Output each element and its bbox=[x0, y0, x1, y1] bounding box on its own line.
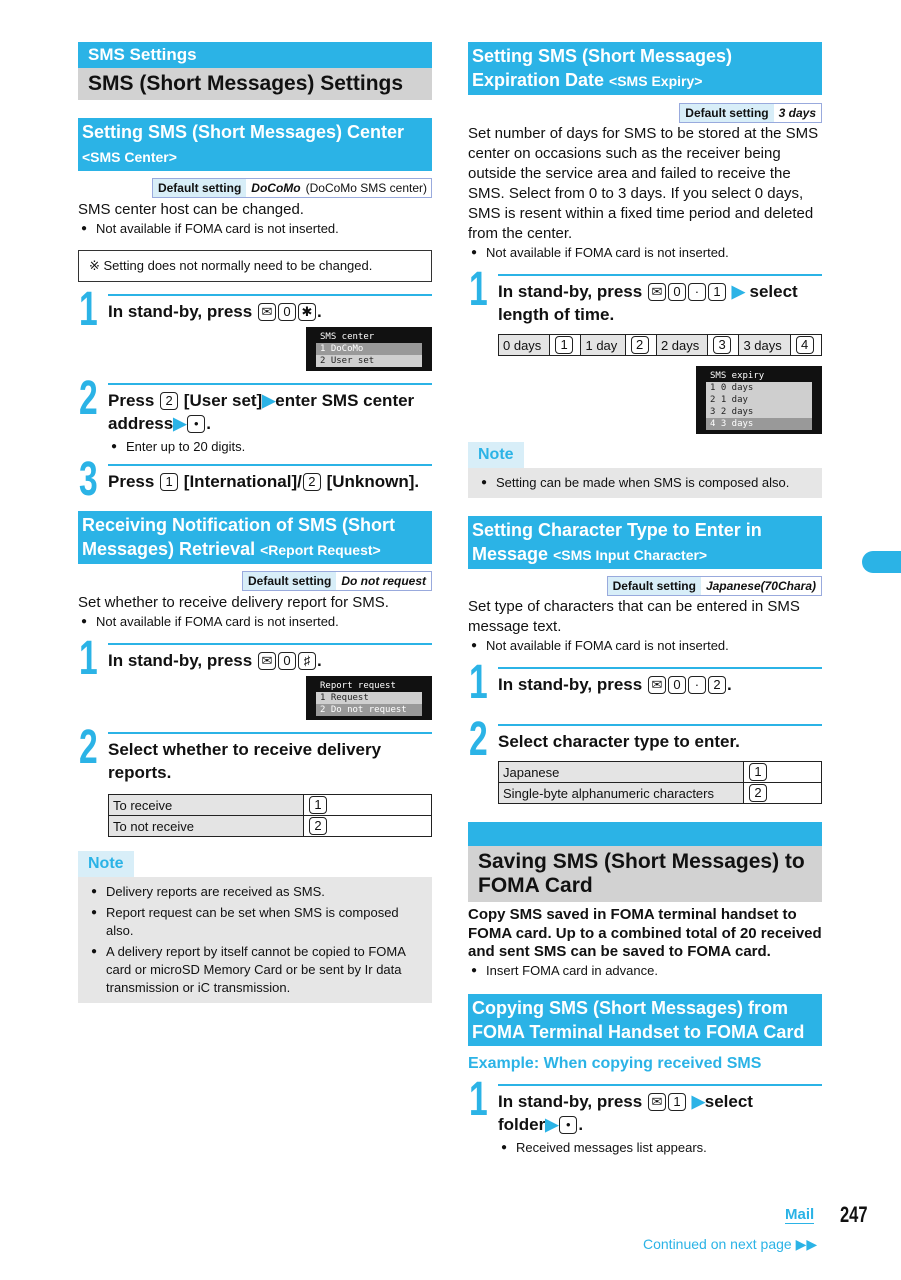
option-label: Japanese bbox=[499, 762, 744, 783]
key: 1 bbox=[555, 336, 573, 354]
default-value: 3 days bbox=[778, 106, 816, 120]
bullet: ● Received messages list appears. bbox=[498, 1139, 822, 1157]
bullet: ● Not available if FOMA card is not inserted. bbox=[78, 613, 432, 631]
description: Set number of days for SMS to be stored at the SMS center on occasions such as the receiver being outside the service area and failed to receive the SMS. Select from 0 to 3 days. If you select 0 days, SMS is resent within a fixed time period and deleted from the center. bbox=[468, 125, 819, 242]
step-number: 2 bbox=[469, 713, 488, 766]
step-number: 3 bbox=[79, 453, 98, 506]
option-label: Single-byte alphanumeric characters bbox=[499, 783, 744, 804]
continued-link[interactable]: Continued on next page ▶▶ bbox=[643, 1236, 818, 1252]
option-label: 3 days bbox=[739, 335, 790, 356]
step-text: Select character type to enter. bbox=[498, 732, 740, 751]
note-box bbox=[78, 877, 432, 1003]
key: 2 bbox=[749, 784, 767, 802]
heading-tag: <SMS Expiry> bbox=[609, 73, 703, 89]
step-3 bbox=[79, 453, 432, 506]
description: Set whether to receive delivery report for SMS. bbox=[78, 594, 389, 611]
heading-text: Setting Character Type to Enter in Message bbox=[472, 520, 762, 564]
example-heading: Example: When copying received SMS bbox=[468, 1054, 762, 1072]
default-extra: (DoCoMo SMS center) bbox=[305, 181, 427, 195]
option-label: To receive bbox=[109, 795, 304, 816]
page-title: SMS (Short Messages) Settings bbox=[78, 68, 432, 100]
description: SMS center host can be changed. bbox=[78, 201, 304, 218]
heading-report-request bbox=[78, 511, 432, 564]
page-number: 247 bbox=[840, 1202, 868, 1227]
key: 2 bbox=[309, 817, 327, 835]
step-number: 1 bbox=[469, 656, 488, 709]
step-2 bbox=[469, 713, 822, 804]
options-table bbox=[498, 761, 822, 804]
section-bar bbox=[468, 822, 822, 846]
chapter-label: Mail bbox=[785, 1206, 815, 1223]
step-text: In stand-by, press ✉ 0 · 2 . bbox=[498, 675, 732, 694]
note-heading: Note bbox=[78, 851, 134, 877]
options-table bbox=[108, 794, 432, 837]
default-setting bbox=[242, 571, 432, 591]
key: 1 bbox=[309, 796, 327, 814]
step-text: Select whether to receive delivery reports. bbox=[108, 740, 382, 782]
section-label: SMS Settings bbox=[78, 42, 432, 68]
step-number: 2 bbox=[79, 721, 98, 774]
heading-text: Setting SMS (Short Messages) Center bbox=[82, 122, 405, 142]
note-item: ● A delivery report by itself cannot be copied to FOMA card or microSD Memory Card or be sent by Ir data transmission or iC transmission. bbox=[88, 943, 428, 997]
info-box: ※ Setting does not normally need to be changed. bbox=[78, 250, 432, 282]
note-item: ● Delivery reports are received as SMS. bbox=[88, 883, 428, 901]
bullet: ● Insert FOMA card in advance. bbox=[468, 962, 822, 980]
phone-screen: Report request 1 Request 2 Do not request bbox=[306, 676, 432, 720]
default-label: Default setting bbox=[153, 179, 246, 197]
bullet: ● Not available if FOMA card is not inserted. bbox=[468, 637, 822, 655]
note-heading: Note bbox=[468, 442, 524, 468]
option-label: 1 day bbox=[581, 335, 625, 356]
step-number: 1 bbox=[79, 283, 98, 336]
options-table bbox=[498, 334, 822, 356]
step-text: In stand-by, press ✉ 0 ✱ . bbox=[108, 302, 322, 321]
default-label: Default setting bbox=[608, 577, 701, 595]
phone-screen: SMS expiry 1 0 days 2 1 day 3 2 days 4 3 days bbox=[696, 366, 822, 434]
step-number: 1 bbox=[469, 263, 488, 316]
step-text: Press 2 [User set]▶enter SMS center address▶ • . bbox=[108, 391, 415, 433]
step-2 bbox=[79, 372, 432, 456]
heading-input-character bbox=[468, 516, 822, 569]
default-value: Do not request bbox=[341, 574, 426, 588]
default-value: Japanese(70Chara) bbox=[705, 579, 816, 593]
step-number: 2 bbox=[79, 372, 98, 425]
step-number: 1 bbox=[79, 632, 98, 685]
key: 4 bbox=[796, 336, 814, 354]
step-1 bbox=[79, 632, 432, 685]
heading-tag: <SMS Center> bbox=[82, 149, 177, 165]
section-title: Saving SMS (Short Messages) to FOMA Card bbox=[468, 846, 822, 902]
option-label: 2 days bbox=[656, 335, 707, 356]
heading-text: Setting SMS (Short Messages) Expiration Date bbox=[472, 46, 733, 90]
default-setting bbox=[679, 103, 822, 123]
step-text: In stand-by, press ✉ 1 ▶select folder▶ • . bbox=[498, 1091, 753, 1134]
step-text: In stand-by, press ✉ 0 ♯ . bbox=[108, 651, 322, 670]
step-1 bbox=[469, 656, 822, 709]
step-2 bbox=[79, 721, 432, 837]
option-label: 0 days bbox=[499, 335, 550, 356]
option-label: To not receive bbox=[109, 816, 304, 837]
heading-sms-expiry bbox=[468, 42, 822, 95]
default-label: Default setting bbox=[243, 572, 336, 590]
note-item: ● Report request can be set when SMS is composed also. bbox=[88, 904, 428, 940]
default-label: Default setting bbox=[680, 104, 773, 122]
chapter-tab bbox=[862, 551, 901, 573]
phone-screen: SMS center 1 DoCoMo 2 User set bbox=[306, 327, 432, 371]
step-number: 1 bbox=[469, 1072, 488, 1126]
step-1 bbox=[469, 263, 822, 356]
default-setting bbox=[607, 576, 822, 596]
key: 3 bbox=[713, 336, 731, 354]
default-setting bbox=[152, 178, 432, 198]
step-text: Press 1 [International]/ 2 [Unknown]. bbox=[108, 472, 420, 491]
description: Copy SMS saved in FOMA terminal handset to FOMA card. Up to a combined total of 20 received and sent SMS can be saved to FOMA card. bbox=[468, 906, 822, 960]
step-1 bbox=[79, 283, 432, 336]
bullet: ● Not available if FOMA card is not inserted. bbox=[468, 244, 822, 262]
note-box bbox=[468, 468, 822, 498]
bullet: ● Not available if FOMA card is not inserted. bbox=[78, 220, 432, 238]
default-value: DoCoMo bbox=[251, 181, 301, 195]
description: Set type of characters that can be entered in SMS message text. bbox=[468, 598, 800, 635]
note-item: ● Setting can be made when SMS is composed also. bbox=[478, 474, 818, 492]
key: 2 bbox=[631, 336, 649, 354]
heading-sms-center bbox=[78, 118, 432, 171]
left-column bbox=[78, 42, 432, 1003]
bullet: ● Enter up to 20 digits. bbox=[108, 438, 432, 456]
key: 1 bbox=[749, 763, 767, 781]
step-text: In stand-by, press ✉ 0 · 1 ▶ select length of time. bbox=[498, 282, 798, 324]
heading-text: Receiving Notification of SMS (Short Messages) Retrieval bbox=[82, 515, 396, 559]
step-1 bbox=[469, 1072, 822, 1157]
heading-copy-sms: Copying SMS (Short Messages) from FOMA Terminal Handset to FOMA Card bbox=[468, 994, 822, 1046]
heading-tag: <SMS Input Character> bbox=[553, 547, 708, 563]
heading-tag: <Report Request> bbox=[260, 542, 381, 558]
right-column bbox=[468, 42, 822, 1157]
